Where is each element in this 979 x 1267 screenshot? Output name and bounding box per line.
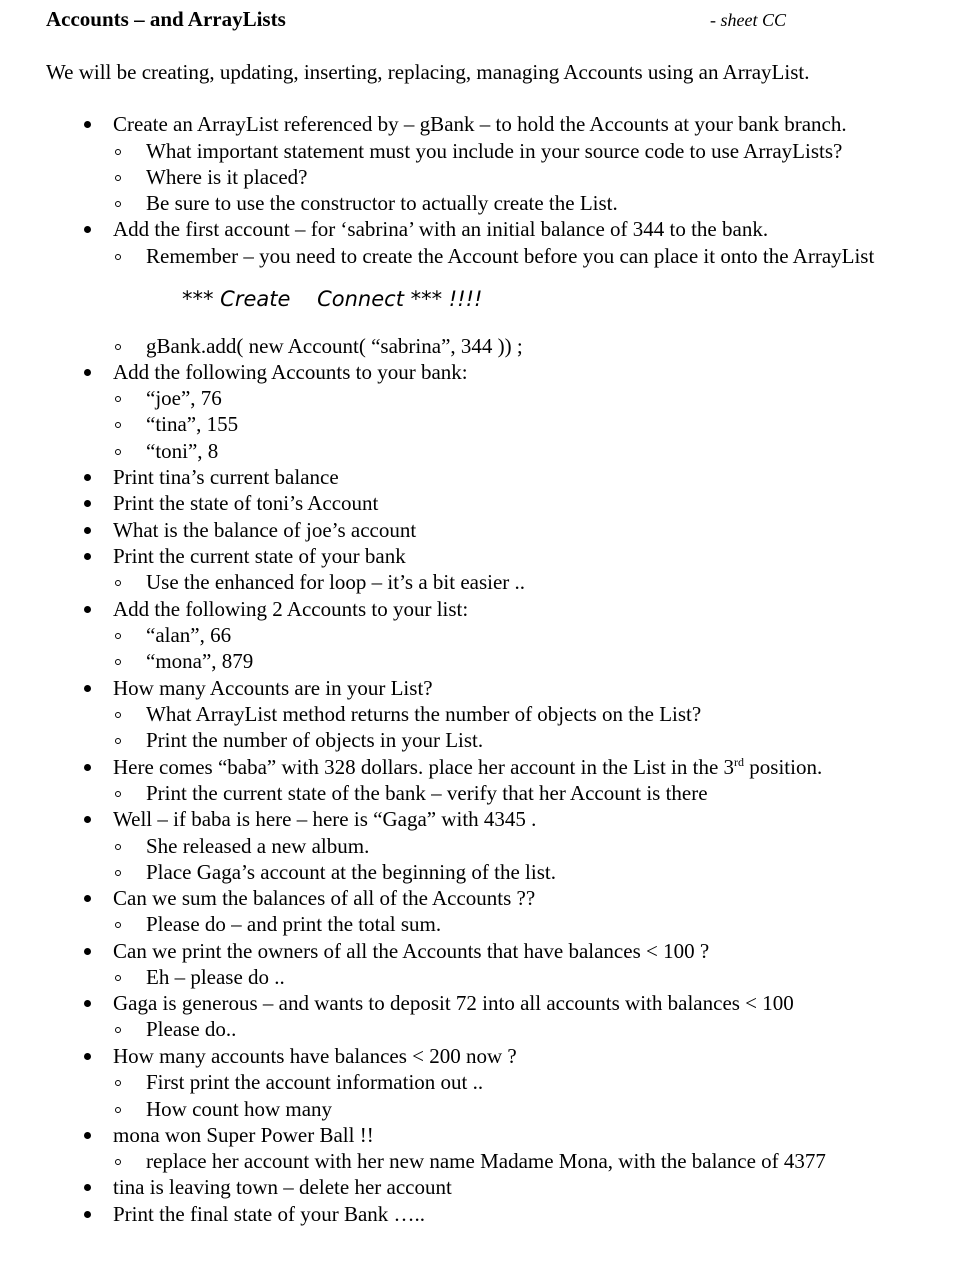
item-text-after: position. [744,755,823,779]
sub-list-item [146,569,525,595]
item-text: Well – if baba is here – here is “Gaga” with 4345 . [113,807,537,831]
sub-list-item [146,727,483,753]
item-text: “mona”, 879 [146,649,254,673]
list-item [113,990,794,1016]
sub-list-item [146,1016,236,1042]
item-text: Add the first account – for ‘sabrina’ with an initial balance of 344 to the bank. [113,217,769,241]
bullet-icon [84,500,91,507]
sub-list-item [146,164,308,190]
circle-bullet-icon [115,201,121,207]
item-text: gBank.add( new Account( “sabrina”, 344 )) ; [146,334,523,358]
bullet-icon [84,764,91,771]
circle-bullet-icon [115,659,121,665]
bullet-icon [84,895,91,902]
item-text: Here comes “baba” with 328 dollars. place her account in the List in the 3 [113,755,735,779]
circle-bullet-icon [115,738,121,744]
sub-list-item [146,1148,826,1174]
item-text: First print the account information out .. [146,1070,484,1094]
bullet-icon [84,226,91,233]
item-text: Be sure to use the constructor to actually create the List. [146,191,618,215]
bullet-icon [84,1211,91,1218]
sub-list-item [146,780,708,806]
item-text: mona won Super Power Ball !! [113,1123,374,1147]
item-text: Print the current state of your bank [113,544,406,568]
list-item [113,543,406,569]
item-text: replace her account with her new name Madame Mona, with the balance of 4377 [146,1149,826,1173]
list-item [113,1043,517,1069]
item-text: Add the following 2 Accounts to your list: [113,597,469,621]
list-item [113,464,339,490]
sub-list-item [146,1096,332,1122]
circle-bullet-icon [115,449,121,455]
item-text: Print tina’s current balance [113,465,339,489]
sub-list-item [146,190,618,216]
bullet-icon [84,553,91,560]
sub-list-item [146,911,441,937]
circle-bullet-icon [115,149,121,155]
item-text: Create an ArrayList referenced by – gBank – to hold the Accounts at your bank branch. [113,112,847,136]
sub-list-item [146,243,874,269]
circle-bullet-icon [115,633,121,639]
circle-bullet-icon [115,175,121,181]
list-item [113,938,709,964]
item-text: Print the current state of the bank – verify that her Account is there [146,781,708,805]
list-item [113,806,536,832]
sub-list-item [146,333,523,359]
bullet-icon [84,527,91,534]
item-text: She released a new album. [146,834,370,858]
page-title: Accounts – and ArrayLists [46,7,286,31]
item-text: Eh – please do .. [146,965,285,989]
item-text: What ArrayList method returns the number of objects on the List? [146,702,702,726]
item-text: Add the following Accounts to your bank: [113,360,468,384]
circle-bullet-icon [115,1107,121,1113]
list-item [113,1122,374,1148]
item-text: “joe”, 76 [146,386,222,410]
list-item [113,1201,425,1227]
list-item [113,490,378,516]
circle-bullet-icon [115,844,121,850]
bullet-icon [84,1000,91,1007]
sub-list-item [146,1069,483,1095]
circle-bullet-icon [115,975,121,981]
item-text: Print the number of objects in your List. [146,728,484,752]
circle-bullet-icon [115,1080,121,1086]
item-text: How many Accounts are in your List? [113,676,433,700]
list-item [113,1174,452,1200]
item-text: “alan”, 66 [146,623,232,647]
list-item [113,675,433,701]
circle-bullet-icon [115,254,121,260]
circle-bullet-icon [115,1159,121,1165]
sub-list-item [146,411,238,437]
sub-list-item [146,622,231,648]
item-text: tina is leaving town – delete her account [113,1175,452,1199]
bullet-icon [84,369,91,376]
list-item [113,596,468,622]
create-connect-banner: *** Create Connect *** !!!! [182,287,483,311]
item-text: Remember – you need to create the Account before you can place it onto the ArrayList [146,244,875,268]
item-text: “toni”, 8 [146,439,219,463]
circle-bullet-icon [115,344,121,350]
bullet-icon [84,1184,91,1191]
sheet-label: - sheet CC [710,10,786,30]
circle-bullet-icon [115,1027,121,1033]
bullet-icon [84,1053,91,1060]
item-text: Place Gaga’s account at the beginning of the list. [146,860,556,884]
ordinal-superscript: rd [734,755,745,769]
sub-list-item [146,648,253,674]
item-text: Gaga is generous – and wants to deposit 72 into all accounts with balances < 100 [113,991,794,1015]
bullet-icon [84,685,91,692]
sub-list-item [146,385,222,411]
item-text: Print the final state of your Bank ….. [113,1202,426,1226]
item-text: Can we sum the balances of all of the Accounts ?? [113,886,536,910]
list-item [113,885,535,911]
item-text: Please do.. [146,1017,237,1041]
list-item [113,359,468,385]
circle-bullet-icon [115,922,121,928]
intro-text: We will be creating, updating, inserting, replacing, managing Accounts using an ArrayList. [46,60,810,84]
circle-bullet-icon [115,791,121,797]
item-text: Use the enhanced for loop – it’s a bit easier .. [146,570,526,594]
circle-bullet-icon [115,396,121,402]
item-text: Where is it placed? [146,165,308,189]
bullet-icon [84,948,91,955]
circle-bullet-icon [115,870,121,876]
item-text: What is the balance of joe’s account [113,518,417,542]
list-item [113,517,416,543]
sub-list-item [146,438,218,464]
sub-list-item [146,833,369,859]
bullet-icon [84,816,91,823]
list-item [113,754,822,780]
sub-list-item [146,701,701,727]
item-text: How many accounts have balances < 200 now ? [113,1044,517,1068]
sub-list-item [146,138,842,164]
item-text: Print the state of toni’s Account [113,491,379,515]
item-text: Please do – and print the total sum. [146,912,442,936]
sub-list-item [146,859,556,885]
item-text: How count how many [146,1097,333,1121]
item-text: What important statement must you include in your source code to use ArrayLists? [146,139,843,163]
item-text: Can we print the owners of all the Accounts that have balances < 100 ? [113,939,710,963]
list-item [113,216,768,242]
sub-list-item [146,964,285,990]
bullet-icon [84,606,91,613]
list-item [113,111,847,137]
bullet-icon [84,121,91,128]
circle-bullet-icon [115,422,121,428]
item-text: “tina”, 155 [146,412,239,436]
circle-bullet-icon [115,712,121,718]
circle-bullet-icon [115,580,121,586]
bullet-icon [84,474,91,481]
bullet-icon [84,1132,91,1139]
